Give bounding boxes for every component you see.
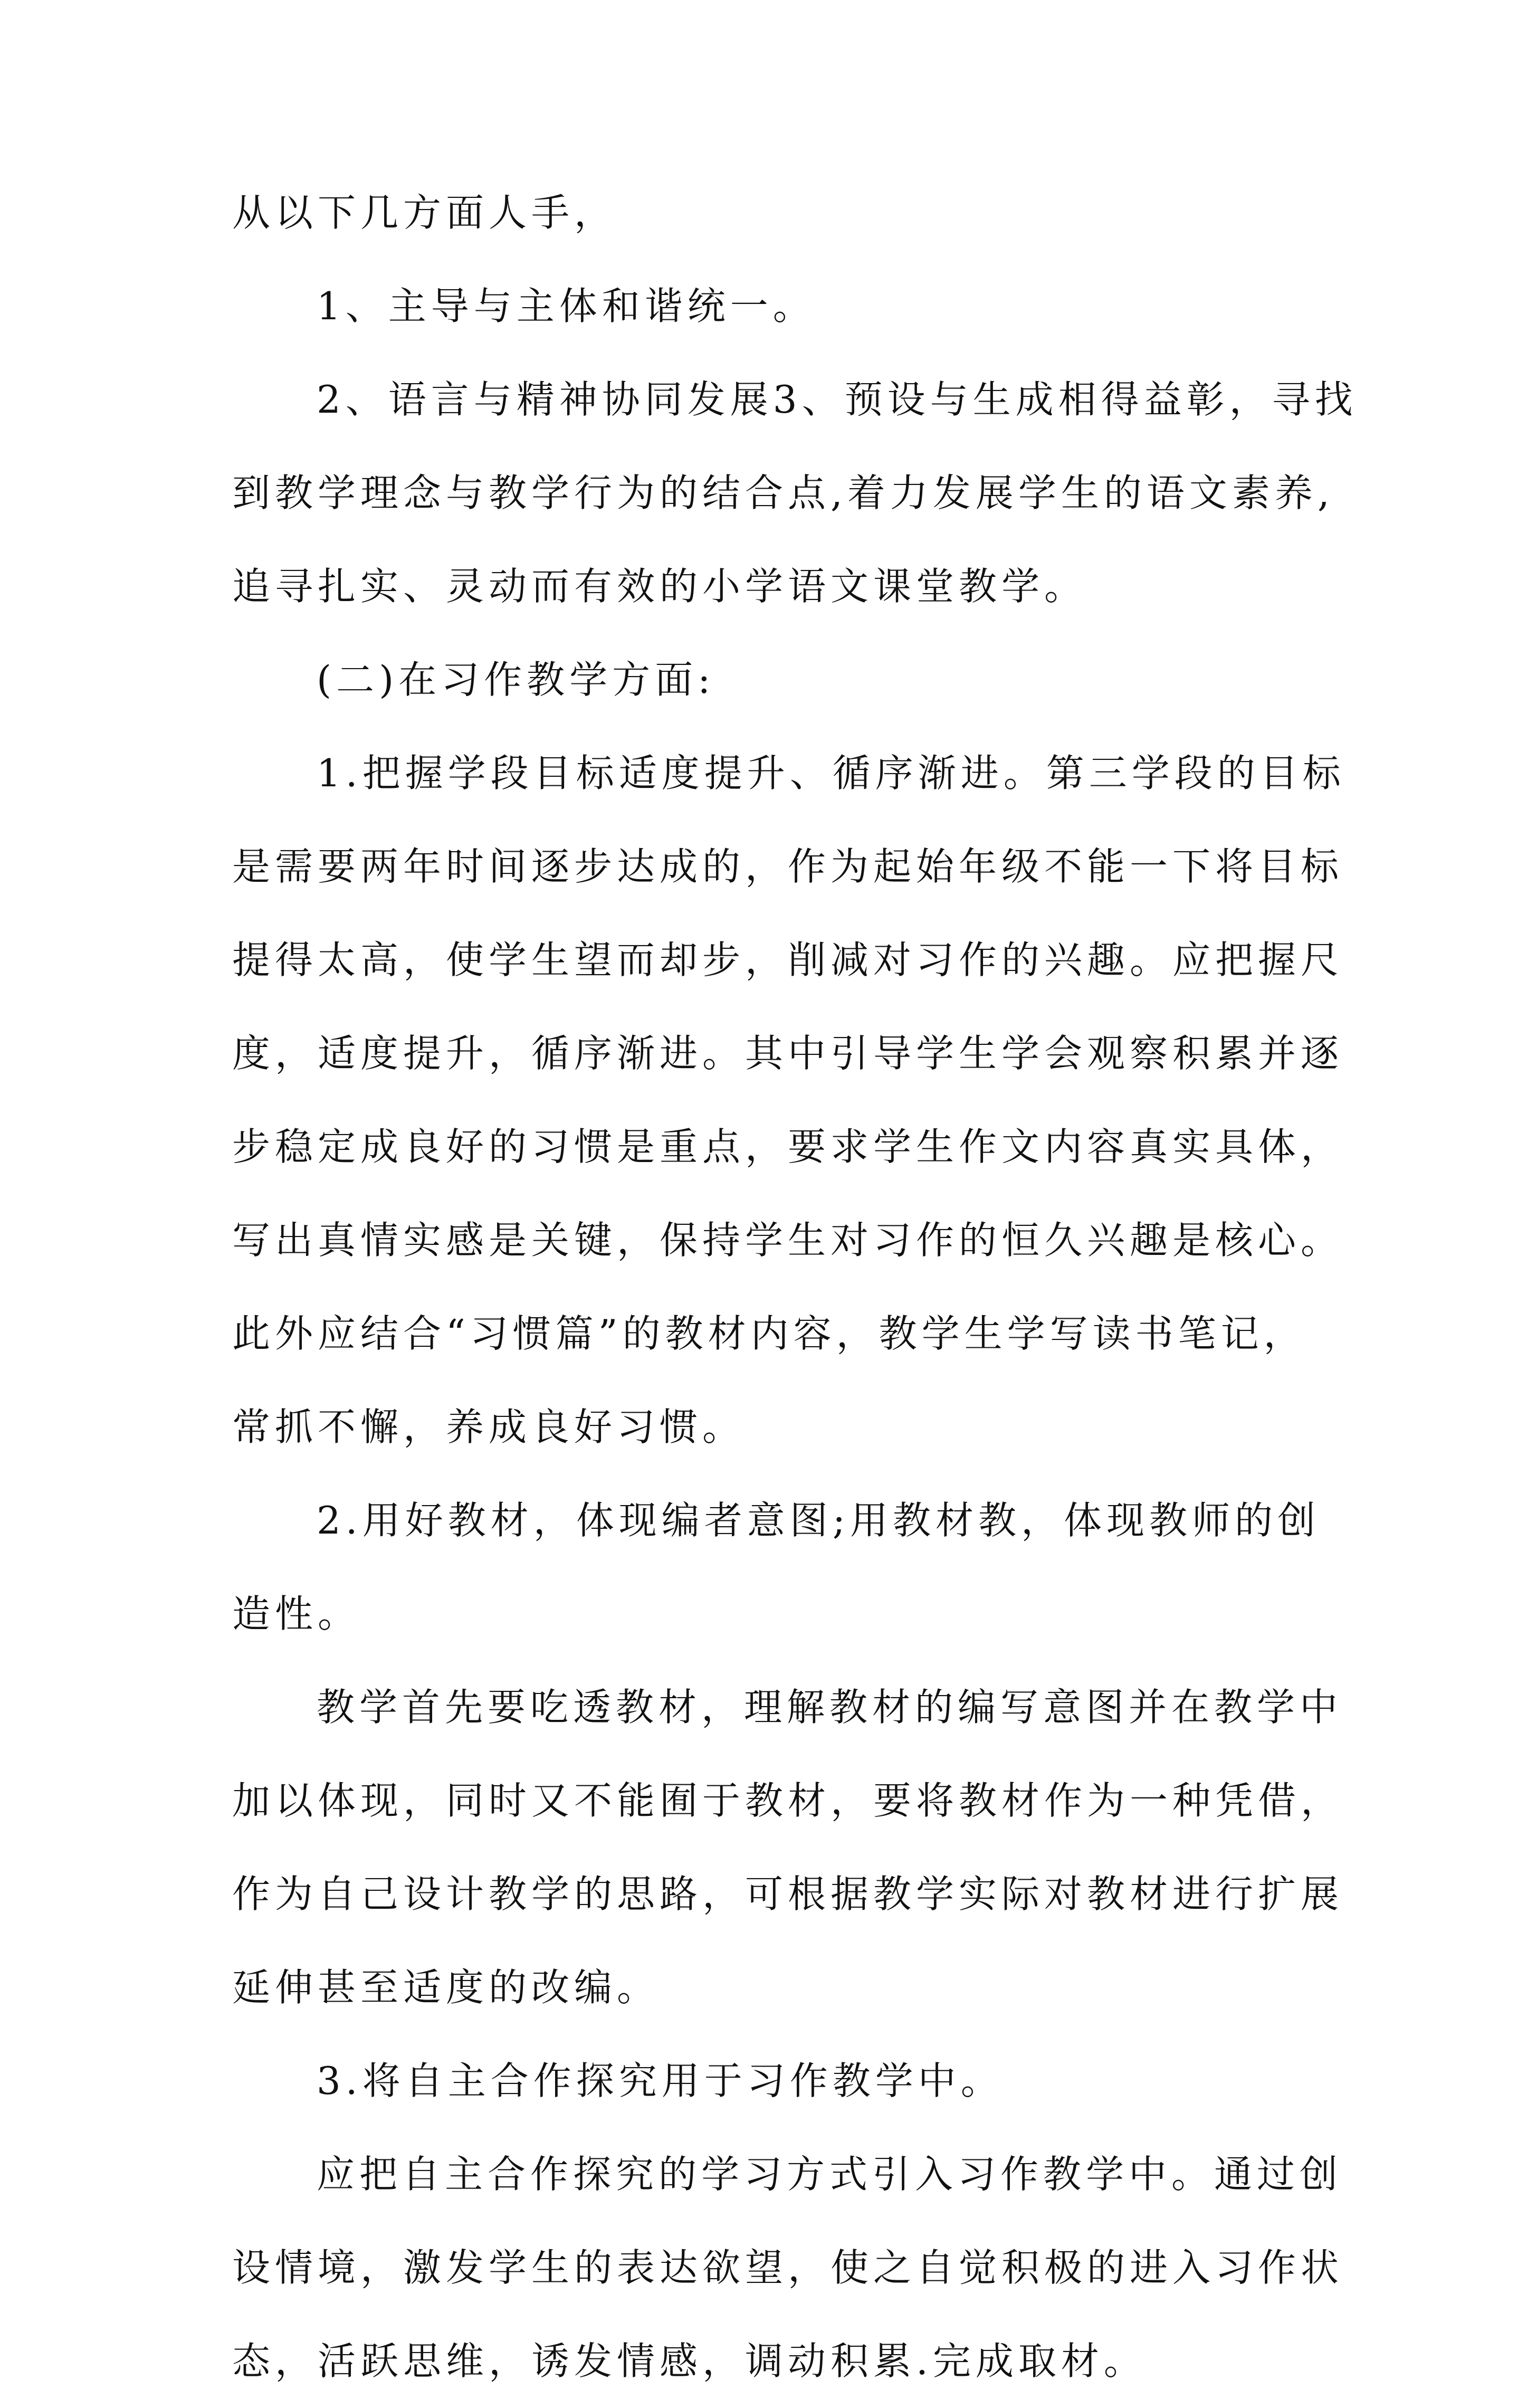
document-body — [232, 166, 1358, 2408]
text-line: 此外应结合“习惯篇”的教材内容，教学生学写读书笔记， — [232, 1311, 1306, 1356]
text-line: 常抓不懈，养成良好习惯。 — [232, 1405, 746, 1449]
text-line: 步稳定成良好的习惯是重点，要求学生作文内容真实具体， — [232, 1125, 1344, 1169]
text-line: 从以下几方面人手， — [232, 191, 617, 235]
text-line: 设情境，激发学生的表达欲望，使之自觉积极的进入习作状 — [232, 2245, 1344, 2290]
text-line: 教学首先要吃透教材，理解教材的编写意图并在教学中 — [317, 1685, 1343, 1729]
text-line: 提得太高，使学生望而却步，削减对习作的兴趣。应把握尺 — [232, 938, 1344, 982]
text-line: 到教学理念与教学行为的结合点,着力发展学生的语文素养, — [232, 471, 1334, 515]
text-line: 造性。 — [232, 1592, 361, 1636]
text-line: 追寻扎实、灵动而有效的小学语文课堂教学。 — [232, 564, 1087, 608]
text-line: 加以体现，同时又不能囿于教材，要将教材作为一种凭借， — [232, 1778, 1344, 1823]
text-line: 应把自主合作探究的学习方式引入习作教学中。通过创 — [317, 2152, 1343, 2196]
text-line: (二)在习作教学方面: — [317, 658, 715, 702]
text-line: 作为自己设计教学的思路，可根据教学实际对教材进行扩展 — [232, 1872, 1344, 1916]
text-line: 写出真情实感是关键，保持学生对习作的恒久兴趣是核心。 — [232, 1218, 1344, 1262]
text-line: 态，活跃思维，诱发情感，调动积累.完成取材。 — [232, 2339, 1147, 2383]
text-line: 是需要两年时间逐步达成的，作为起始年级不能一下将目标 — [232, 844, 1344, 889]
text-line: 2.用好教材，体现编者意图;用教材教，体现教师的创 — [317, 1498, 1320, 1543]
text-line: 2、语言与精神协同发展3、预设与生成相得益彰，寻找 — [317, 377, 1358, 422]
text-line: 3.将自主合作探究用于习作教学中。 — [317, 2059, 1004, 2103]
text-line: 度，适度提升，循序渐进。其中引导学生学会观察积累并逐 — [232, 1031, 1344, 1075]
text-line: 1、主导与主体和谐统一。 — [317, 284, 816, 328]
text-line: 延伸甚至适度的改编。 — [232, 1965, 660, 2010]
text-line: 1.把握学段目标适度提升、循序渐进。第三学段的目标 — [317, 751, 1345, 795]
